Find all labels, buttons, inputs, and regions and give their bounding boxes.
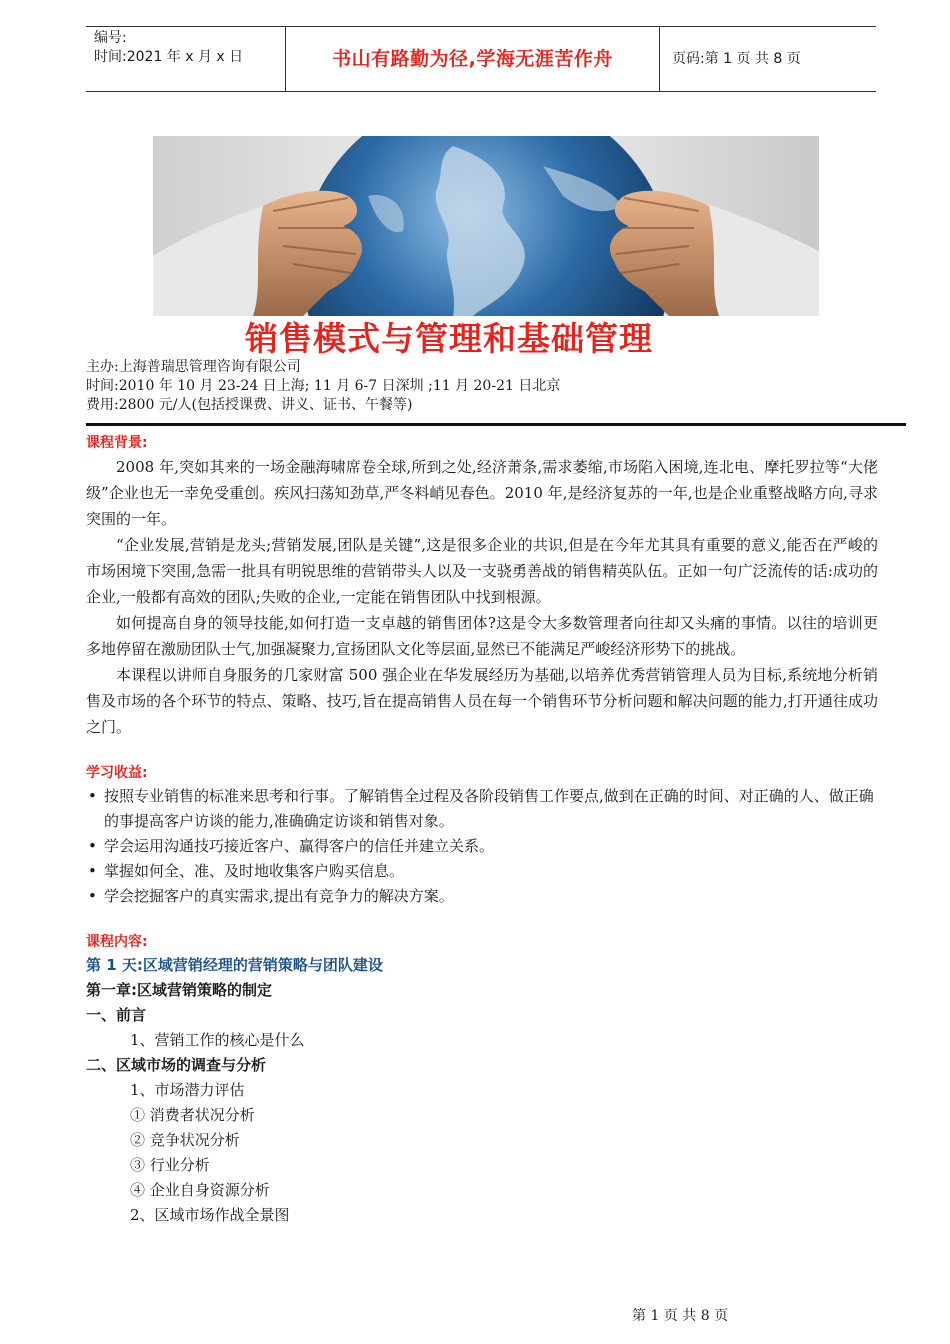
benefits-heading: 学习收益: xyxy=(86,765,148,781)
outline-item: 1、营销工作的核心是什么 xyxy=(130,1031,305,1049)
outline-item: 2、区域市场作战全景图 xyxy=(130,1206,290,1224)
part2-title: 二、区域市场的调查与分析 xyxy=(86,1056,267,1074)
chapter1-title: 第一章:区域营销策略的制定 xyxy=(86,981,272,999)
bullet-icon: • xyxy=(88,862,97,880)
outline-item: ② 竞争状况分析 xyxy=(130,1131,240,1149)
benefits-list xyxy=(86,784,878,909)
globe-hands-image xyxy=(153,136,819,316)
title-divider xyxy=(86,423,906,426)
globe-hands-illustration xyxy=(153,136,819,316)
document-body xyxy=(86,432,878,1228)
background-heading: 课程背景: xyxy=(86,435,148,451)
list-item: • 学会挖掘客户的真实需求,提出有竞争力的解决方案。 xyxy=(86,884,878,909)
meta-time: 时间:2010 年 10 月 23-24 日上海; 11 月 6-7 日深圳 ;11 月 20-21 日北京 xyxy=(86,378,561,394)
time-label: 时间:2021 年 x 月 x 日 xyxy=(94,49,244,65)
outline-item: ④ 企业自身资源分析 xyxy=(130,1181,270,1199)
header-motto: 书山有路勤为径,学海无涯苦作舟 xyxy=(286,27,660,91)
list-item: • 按照专业销售的标准来思考和行事。了解销售全过程及各阶段销售工作要点,做到在正确的时间、对正确的人、做正确的事提高客户访谈的能力,准确确定访谈和销售对象。 xyxy=(86,784,878,834)
day1-title: 第 1 天:区域营销经理的营销策略与团队建设 xyxy=(86,956,383,974)
number-label: 编号: xyxy=(94,30,127,46)
background-paragraph: 如何提高自身的领导技能,如何打造一支卓越的销售团体?这是令大多数管理者向往却又头痛的事情。以往的培训更多地停留在激励团队士气,加强凝聚力,宣扬团队文化等层面,显然已不能满足严峻经济形势下的挑战。 xyxy=(86,614,878,658)
bullet-icon: • xyxy=(88,787,97,805)
background-paragraph: 本课程以讲师自身服务的几家财富 500 强企业在华发展经历为基础,以培养优秀营销管理人员为目标,系统地分析销售及市场的各个环节的特点、策略、技巧,旨在提高销售人员在每一个销售环节分析问题和解决问题的能力,打开通往成功之门。 xyxy=(86,666,878,736)
header-info-cell xyxy=(86,27,286,91)
meta-host: 主办:上海普瑞思管理咨询有限公司 xyxy=(86,359,301,375)
outline-item: ③ 行业分析 xyxy=(130,1156,210,1174)
bullet-icon: • xyxy=(88,837,97,855)
bullet-icon: • xyxy=(88,887,97,905)
list-item: • 学会运用沟通技巧接近客户、赢得客户的信任并建立关系。 xyxy=(86,834,878,859)
part1-title: 一、前言 xyxy=(86,1006,147,1024)
list-item: • 掌握如何全、准、及时地收集客户购买信息。 xyxy=(86,859,878,884)
outline-item: 1、市场潜力评估 xyxy=(130,1081,245,1099)
background-paragraph: 2008 年,突如其来的一场金融海啸席卷全球,所到之处,经济萧条,需求萎缩,市场陷入困境,连北电、摩托罗拉等“大佬级”企业也无一幸免受重创。疾风扫荡知劲草,严冬料峭见春色。2010 年,是经济复苏的一年,也是企业重整战略方向,寻求突围的一年。 xyxy=(86,458,878,528)
meta-fee: 费用:2800 元/人(包括授课费、讲义、证书、午餐等) xyxy=(86,397,413,413)
course-meta xyxy=(86,358,560,415)
course-title: 销售模式与管理和基础管理 xyxy=(245,319,653,358)
header-page-label: 页码:第 1 页 共 8 页 xyxy=(672,51,801,67)
outline-item: ① 消费者状况分析 xyxy=(130,1106,255,1124)
content-heading: 课程内容: xyxy=(86,934,148,950)
page-header xyxy=(86,26,876,92)
background-paragraph: “企业发展,营销是龙头;营销发展,团队是关键”,这是很多企业的共识,但是在今年尤其具有重要的意义,能否在严峻的市场困境下突围,急需一批具有明锐思维的营销带头人以及一支骁勇善战的销售精英队伍。正如一句广泛流传的话:成功的企业,一般都有高效的团队;失败的企业,一定能在销售团队中找到根源。 xyxy=(86,536,878,606)
page-footer: 第 1 页 共 8 页 xyxy=(632,1308,729,1324)
